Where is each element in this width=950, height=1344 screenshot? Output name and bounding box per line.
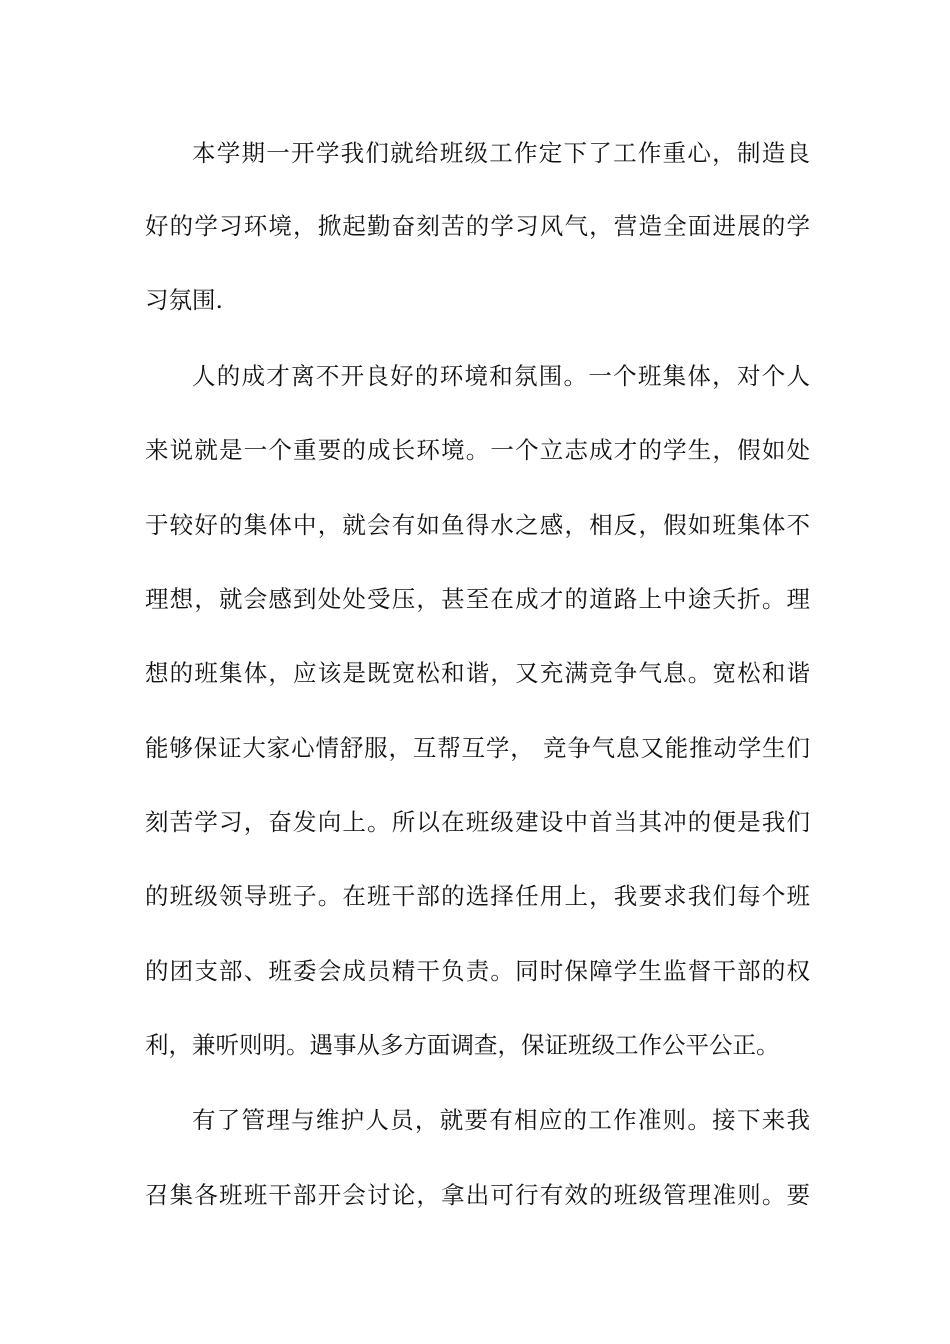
paragraph-2-line-2: 来说就是一个重要的成长环境。一个立志成才的学生，假如处 xyxy=(145,436,810,464)
paragraph-1-line-1: 本学期一开学我们就给班级工作定下了工作重心，制造良 xyxy=(192,139,810,167)
paragraph-2-line-8: 的班级领导班子。在班干部的选择任用上，我要求我们每个班 xyxy=(145,882,810,910)
paragraph-2-line-6: 能够保证大家心情舒服，互帮互学， 竞争气息又能推动学生们 xyxy=(145,734,810,762)
paragraph-2-line-9: 的团支部、班委会成员精干负责。同时保障学生监督干部的权 xyxy=(145,957,810,985)
paragraph-3-line-1: 有了管理与维护人员，就要有相应的工作准则。接下来我 xyxy=(192,1106,810,1134)
paragraph-2-line-5: 想的班集体，应该是既宽松和谐，又充满竞争气息。宽松和谐 xyxy=(145,659,810,687)
paragraph-2-line-3: 于较好的集体中，就会有如鱼得水之感，相反，假如班集体不 xyxy=(145,511,810,539)
paragraph-3-line-2: 召集各班班干部开会讨论，拿出可行有效的班级管理准则。要 xyxy=(145,1181,810,1209)
paragraph-2-line-10: 利，兼听则明。遇事从多方面调查，保证班级工作公平公正。 xyxy=(145,1031,780,1059)
paragraph-1-line-2: 好的学习环境，掀起勤奋刻苦的学习风气，营造全面进展的学 xyxy=(145,212,810,240)
paragraph-2-line-4: 理想，就会感到处处受压，甚至在成才的道路上中途夭折。理 xyxy=(145,585,810,613)
paragraph-2-line-1: 人的成才离不开良好的环境和氛围。一个班集体，对个人 xyxy=(192,362,810,390)
paragraph-1-line-3: 习氛围. xyxy=(145,286,223,314)
paragraph-2-line-7: 刻苦学习，奋发向上。所以在班级建设中首当其冲的便是我们 xyxy=(145,808,810,836)
